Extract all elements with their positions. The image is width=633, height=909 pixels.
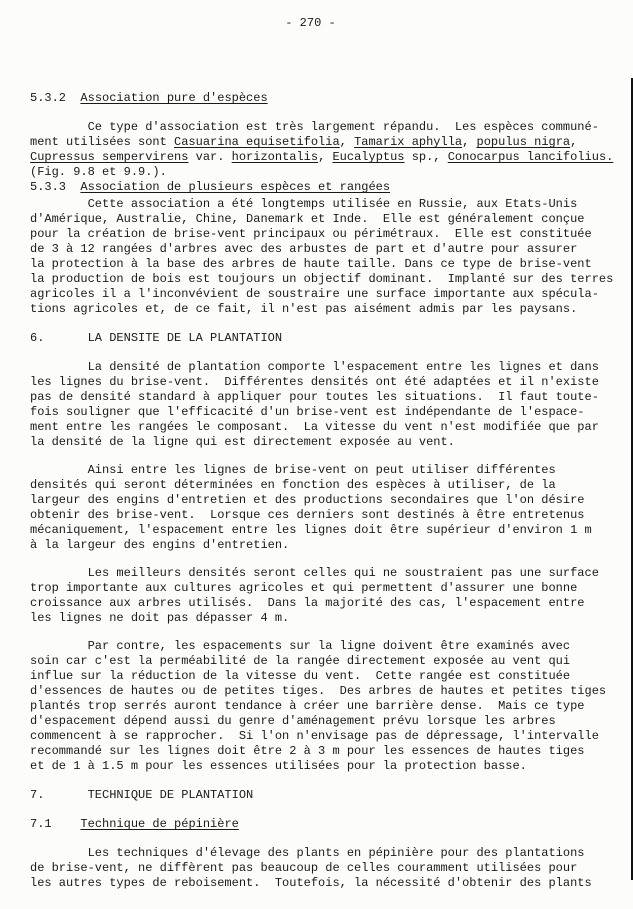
- paragraph: [30, 463, 621, 553]
- text-line: [30, 242, 621, 257]
- text-run: fois souligner que l'efficacité d'un brise-vent est indépendante de l'espace-: [30, 405, 585, 419]
- text-line: [30, 523, 621, 538]
- text-line: [30, 788, 621, 803]
- paragraph: [30, 846, 621, 891]
- text-run: influe sur la réduction de la vitesse du vent. Cette rangée est constituée: [30, 669, 571, 683]
- underlined-text: Conocarpus lancifolius.: [447, 150, 614, 164]
- text-line: [30, 287, 621, 302]
- text-run: Ainsi entre les lignes de brise-vent on peut utiliser différentes: [30, 463, 556, 477]
- text-run: Ce type d'association est très largement répandu. Les espèces communé-: [30, 120, 599, 134]
- text-line: [30, 611, 621, 626]
- text-run: Les meilleurs densités seront celles qui ne soustraient pas une surface: [30, 566, 599, 580]
- text-run: recommandé sur les lignes doit être 2 à 3 m pour les essences de hautes tiges: [30, 744, 585, 758]
- text-line: [30, 257, 621, 272]
- text-line: [30, 212, 621, 227]
- text-line: [30, 744, 621, 759]
- text-line: [30, 390, 621, 405]
- text-line: [30, 861, 621, 876]
- text-line: [30, 759, 621, 774]
- text-line: [30, 714, 621, 729]
- text-line: [30, 331, 621, 346]
- text-run: plantés trop serrés auront tendance à créer une barrière dense. Mais ce type: [30, 699, 585, 713]
- text-line: [30, 150, 621, 165]
- text-line: [30, 729, 621, 744]
- paragraph: [30, 360, 621, 450]
- text-line: [30, 272, 621, 287]
- text-run: pas de densité standard à appliquer pour toutes les situations. Il faut toute-: [30, 390, 599, 404]
- paragraph: [30, 566, 621, 626]
- text-run: var.: [188, 150, 232, 164]
- text-run: 6. LA DENSITE DE LA PLANTATION: [30, 331, 283, 345]
- text-line: [30, 699, 621, 714]
- text-line: [30, 180, 621, 195]
- text-run: soin car c'est la perméabilité de la rangée directement exposée au vent qui: [30, 654, 571, 668]
- section-heading: [30, 180, 621, 195]
- text-run: à la largeur des engins d'entretien.: [30, 538, 290, 552]
- text-line: [30, 91, 621, 106]
- text-run: d'espacement dépend aussi du genre d'aménagement prévu lorsque les arbres: [30, 714, 556, 728]
- text-line: [30, 538, 621, 553]
- text-run: de brise-vent, ne diffèrent pas beaucoup de celles couramment utilisées pour: [30, 861, 578, 875]
- underlined-text: Association pure d'espèces: [80, 91, 268, 105]
- text-run: la protection à la base des arbres de haute taille. Dans ce type de brise-vent: [30, 257, 592, 271]
- text-line: [30, 876, 621, 891]
- text-run: ,: [339, 135, 355, 149]
- underlined-text: populus nigra: [476, 135, 571, 149]
- paragraph: [30, 197, 621, 317]
- text-line: [30, 463, 621, 478]
- text-run: Les techniques d'élevage des plants en pépinière pour des plantations: [30, 846, 585, 860]
- text-run: ,: [318, 150, 333, 164]
- text-run: largeur des engins d'entretien et des productions secondaires que l'on désire: [30, 493, 585, 507]
- text-run: la production de bois est toujours un objectif dominant. Implanté sur des terres: [30, 272, 614, 286]
- underlined-text: Association de plusieurs espèces et rangées: [80, 180, 391, 194]
- underlined-text: Tamarix aphylla: [354, 135, 463, 149]
- text-line: [30, 508, 621, 523]
- text-run: les lignes du brise-vent. Différentes densités ont été adaptées et il n'existe: [30, 375, 599, 389]
- paragraph: [30, 639, 621, 774]
- text-run: les autres types de reboisement. Toutefois, la nécessité d'obtenir des plants: [30, 876, 592, 890]
- text-run: trop importante aux cultures agricoles et qui permettent d'assurer une bonne: [30, 581, 578, 595]
- text-run: d'Amérique, Australie, Chine, Danemark et Inde. Elle est généralement conçue: [30, 212, 585, 226]
- text-run: 5.3.2: [30, 91, 81, 105]
- text-line: [30, 846, 621, 861]
- text-run: agricoles il a l'inconvévient de soustraire une surface importante aux spécula-: [30, 287, 599, 301]
- underlined-text: Technique de pépinière: [80, 817, 239, 831]
- text-run: La densité de plantation comporte l'espacement entre les lignes et dans: [30, 360, 599, 374]
- text-run: ,: [462, 135, 477, 149]
- section-heading: [30, 91, 621, 106]
- text-run: les lignes ne doit pas dépasser 4 m.: [30, 611, 290, 625]
- text-run: 7. TECHNIQUE DE PLANTATION: [30, 788, 254, 802]
- section-heading: [30, 331, 621, 346]
- page-number: - 270 -: [285, 16, 336, 30]
- text-run: la densité de la ligne qui est directement exposée au vent.: [30, 435, 455, 449]
- text-run: (Fig. 9.8 et 9.9.).: [30, 165, 167, 179]
- text-run: tions agricoles et, de ce fait, il n'est pas aisément admis par les paysans.: [30, 302, 578, 316]
- text-line: [30, 817, 621, 832]
- text-run: densités qui seront déterminées en fonction des espèces à utiliser, de la: [30, 478, 556, 492]
- text-line: [30, 581, 621, 596]
- text-run: 7.1: [30, 817, 81, 831]
- text-run: ,: [570, 135, 578, 149]
- text-line: [30, 654, 621, 669]
- text-run: et de 1 à 1.5 m pour les essences utilisées pour la protection basse.: [30, 759, 527, 773]
- underlined-text: Eucalyptus: [332, 150, 405, 164]
- text-line: [30, 405, 621, 420]
- text-line: [30, 435, 621, 450]
- text-column: [30, 16, 621, 891]
- text-line: [30, 669, 621, 684]
- text-run: Par contre, les espacements sur la ligne doivent être examinés avec: [30, 639, 571, 653]
- text-run: ment entre les rangées le composant. La vitesse du vent n'est modifiée que par: [30, 420, 599, 434]
- section-heading: [30, 788, 621, 803]
- text-line: [30, 360, 621, 375]
- text-run: obtenir des brise-vent. Lorsque ces derniers sont destinés à être entretenus: [30, 508, 585, 522]
- section-heading: [30, 817, 621, 832]
- text-run: de 3 à 12 rangées d'arbres avec des arbustes de part et d'autre pour assurer: [30, 242, 578, 256]
- text-line: [30, 566, 621, 581]
- text-run: mécaniquement, l'espacement entre les lignes doit être supérieur d'environ 1 m: [30, 523, 592, 537]
- text-run: ment utilisées sont: [30, 135, 175, 149]
- text-line: [30, 165, 621, 180]
- text-run: pour la création de brise-vent principaux ou périmétraux. Elle est constituée: [30, 227, 592, 241]
- text-line: [30, 135, 621, 150]
- text-line: [30, 375, 621, 390]
- document-content: [30, 91, 621, 891]
- text-line: [30, 197, 621, 212]
- text-run: d'essences de hautes ou de petites tiges. Des arbres de hautes et petites tiges: [30, 684, 607, 698]
- text-run: sp.,: [404, 150, 448, 164]
- underlined-text: Casuarina equisetifolia: [174, 135, 340, 149]
- text-run: Cette association a été longtemps utilisée en Russie, aux Etats-Unis: [30, 197, 578, 211]
- underlined-text: horizontalis: [231, 150, 319, 164]
- text-line: [30, 478, 621, 493]
- text-line: [30, 493, 621, 508]
- underlined-text: Cupressus sempervirens: [30, 150, 189, 164]
- text-line: [30, 227, 621, 242]
- text-line: [30, 420, 621, 435]
- text-line: [30, 639, 621, 654]
- text-line: [30, 596, 621, 611]
- text-line: [30, 684, 621, 699]
- text-run: 5.3.3: [30, 180, 81, 194]
- paragraph: [30, 120, 621, 180]
- text-line: [30, 120, 621, 135]
- text-run: commencent à se rapprocher. Si l'on n'envisage pas de dépressage, l'intervalle: [30, 729, 599, 743]
- text-run: croissance aux arbres utilisés. Dans la majorité des cas, l'espacement entre: [30, 596, 585, 610]
- text-line: [30, 302, 621, 317]
